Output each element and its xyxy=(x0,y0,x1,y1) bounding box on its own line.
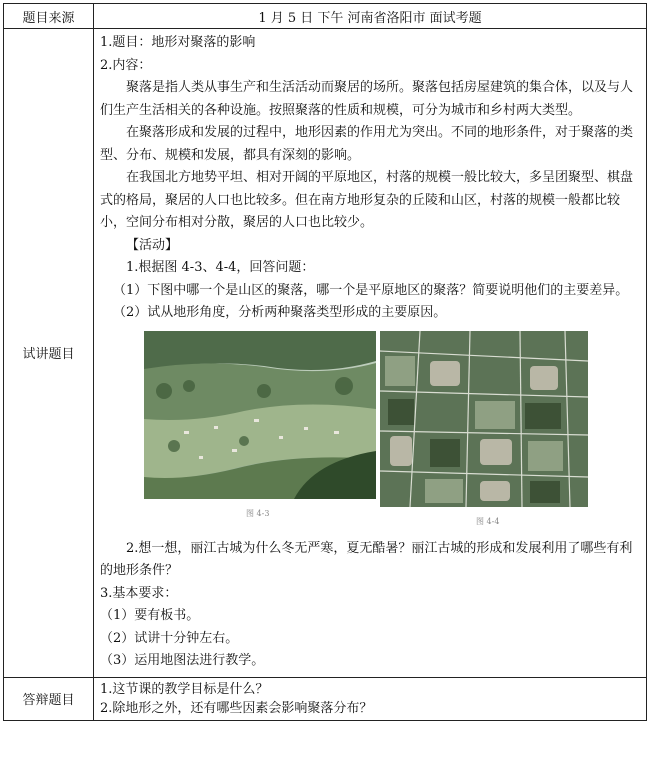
paragraph: 聚落是指人类从事生产和生活活动而聚居的场所。聚落包括房屋建筑的集合体，以及与人们生产生活相关的各种设施。按照聚落的性质和规模，可分为城市和乡村两大类型。 xyxy=(100,80,634,118)
source-value: 1 月 5 日 下午 河南省洛阳市 面试考题 xyxy=(94,4,647,29)
defense-question: 2.除地形之外，还有哪些因素会影响聚落分布？ xyxy=(100,700,373,716)
plain-settlement-photo xyxy=(380,331,588,507)
requirement-item: （3）运用地图法进行教学。 xyxy=(100,653,265,668)
activity-title: 【活动】 xyxy=(126,237,179,253)
topic-line: 1.题目：地形对聚落的影响 xyxy=(100,35,256,50)
defense-content xyxy=(94,677,647,720)
figure-4-3-caption: 图 4-3 xyxy=(246,508,270,518)
activity-question-1: 1.根据图 4-3、4-4，回答问题： xyxy=(126,260,315,275)
activity-question-2: 2.想一想，丽江古城为什么冬无严寒，夏无酷暑？丽江古城的形成和发展利用了哪些有利的地形条件？ xyxy=(100,540,633,578)
figure-4-4-caption: 图 4-4 xyxy=(476,516,500,526)
trial-content xyxy=(94,29,647,678)
mountain-settlement-photo xyxy=(144,331,376,499)
header-row xyxy=(4,4,647,29)
trial-label: 试讲题目 xyxy=(4,29,94,678)
figures xyxy=(100,331,640,536)
requirement-item: （1）要有板书。 xyxy=(100,608,200,623)
defense-label: 答辩题目 xyxy=(4,677,94,720)
paragraph: 在我国北方地势平坦、相对开阔的平原地区，村落的规模一般比较大，多呈团聚型、棋盘式的格局，聚居的人口也比较多。但在南方地形复杂的丘陵和山区，村落的规模一般都比较小，空间分布相对分散，聚居的人口也比较少。 xyxy=(100,170,634,230)
requirement-item: （2）试讲十分钟左右。 xyxy=(100,630,239,646)
defense-question: 1.这节课的教学目标是什么？ xyxy=(100,681,269,697)
activity-sub-question-2: （2）试从地形角度，分析两种聚落类型形成的主要原因。 xyxy=(113,305,447,320)
paragraph: 在聚落形成和发展的过程中，地形因素的作用尤为突出。不同的地形条件，对于聚落的类型、分布、规模和发展，都具有深刻的影响。 xyxy=(100,125,634,163)
source-label: 题目来源 xyxy=(4,4,94,29)
exam-table xyxy=(3,3,647,721)
defense-row xyxy=(4,677,647,720)
trial-row xyxy=(4,29,647,678)
content-label: 2.内容： xyxy=(100,57,152,73)
activity-sub-question-1: （1）下图中哪一个是山区的聚落，哪一个是平原地区的聚落？简要说明他们的主要差异。 xyxy=(113,282,629,298)
requirements-label: 3.基本要求： xyxy=(100,585,178,601)
